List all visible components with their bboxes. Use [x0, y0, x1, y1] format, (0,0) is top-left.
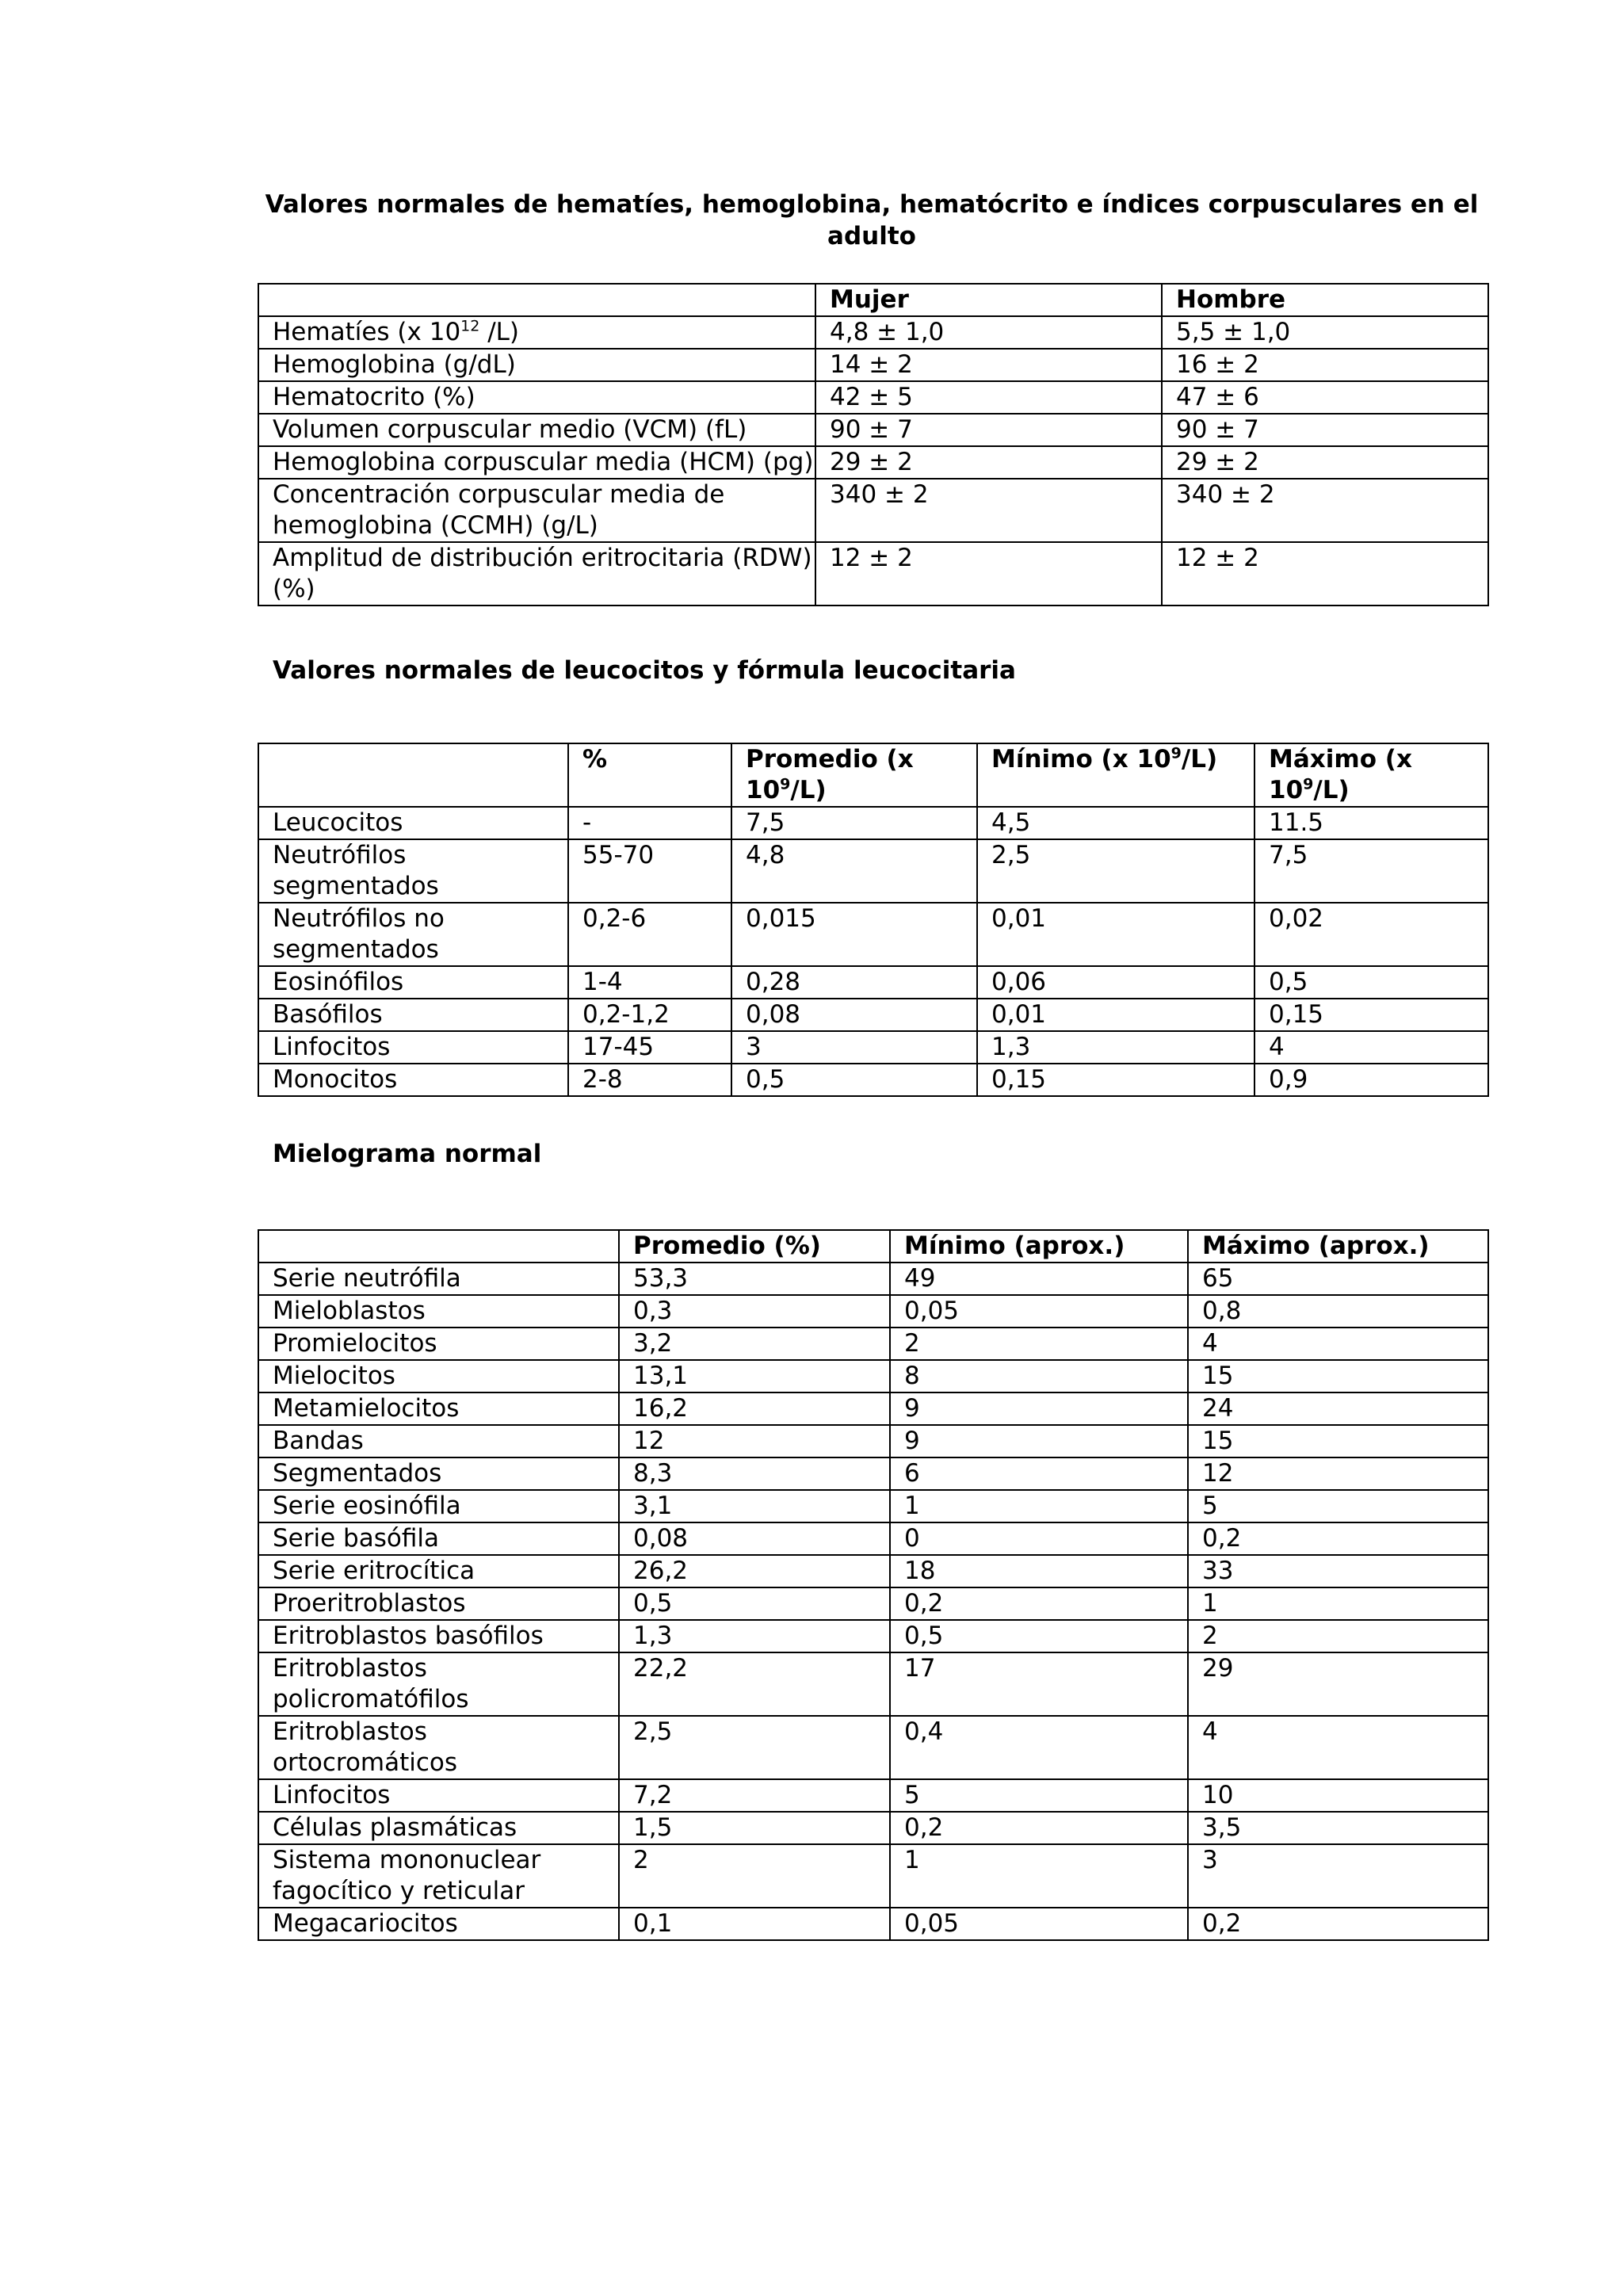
erythrocyte-table [258, 283, 1489, 606]
table-row [258, 1908, 1488, 1940]
cell-minimo: 0,05 [890, 1295, 1188, 1328]
cell-minimo: 5 [890, 1779, 1188, 1812]
table-row [258, 1263, 1488, 1295]
row-label: Monocitos [258, 1064, 568, 1096]
row-label: Basófilos [258, 999, 568, 1031]
table-row [258, 414, 1488, 446]
cell-promedio: 13,1 [619, 1360, 890, 1392]
header-cell-maximo: Máximo (aprox.) [1188, 1230, 1488, 1263]
cell-minimo: 1,3 [977, 1031, 1254, 1064]
row-label: Eritroblastos policromatófilos [258, 1652, 619, 1716]
section2-title: Valores normales de leucocitos y fórmula leucocitaria [273, 656, 1016, 685]
table-header-row [258, 1230, 1488, 1263]
cell-maximo: 0,5 [1254, 966, 1488, 999]
row-label: Bandas [258, 1425, 619, 1457]
table-row [258, 1064, 1488, 1096]
header-cell-promedio: Promedio (x $10^9/L$) [731, 743, 977, 807]
table-row [258, 542, 1488, 606]
row-label: Eosinófilos [258, 966, 568, 999]
table-row [258, 1812, 1488, 1844]
cell-promedio: 12 [619, 1425, 890, 1457]
table-row [258, 903, 1488, 966]
cell-promedio: 4,8 [731, 839, 977, 903]
cell-hombre: 5,5 ± 1,0 [1162, 316, 1488, 349]
cell-promedio: 7,5 [731, 807, 977, 839]
row-label: Linfocitos [258, 1779, 619, 1812]
header-cell [258, 284, 815, 316]
cell-maximo: 24 [1188, 1392, 1488, 1425]
cell-mujer: 14 ± 2 [815, 349, 1162, 381]
row-label: Neutrófilos no segmentados [258, 903, 568, 966]
table-row [258, 999, 1488, 1031]
row-label: Serie eritrocítica [258, 1555, 619, 1587]
section1-title-line1: Valores normales de hematíes, hemoglobina, hematócrito e índices corpusculares en el [265, 190, 1479, 219]
cell-maximo: 15 [1188, 1425, 1488, 1457]
cell-maximo: 1 [1188, 1587, 1488, 1620]
cell-minimo: 0 [890, 1522, 1188, 1555]
row-label: Leucocitos [258, 807, 568, 839]
cell-promedio: 2 [619, 1844, 890, 1908]
cell-minimo: 1 [890, 1844, 1188, 1908]
table-row [258, 1360, 1488, 1392]
row-label: Hemoglobina (g/dL) [258, 349, 815, 381]
table-row [258, 1328, 1488, 1360]
table-row [258, 966, 1488, 999]
cell-promedio: 1,3 [619, 1620, 890, 1652]
cell-minimo: 8 [890, 1360, 1188, 1392]
cell-minimo: 6 [890, 1457, 1188, 1490]
cell-minimo: 2,5 [977, 839, 1254, 903]
table-row [258, 1490, 1488, 1522]
cell-promedio: 1,5 [619, 1812, 890, 1844]
cell-maximo: 0,15 [1254, 999, 1488, 1031]
table-header-row [258, 284, 1488, 316]
table-row [258, 1031, 1488, 1064]
row-label: Volumen corpuscular medio (VCM) (fL) [258, 414, 815, 446]
table-row [258, 381, 1488, 414]
cell-promedio: 0,5 [619, 1587, 890, 1620]
cell-maximo: 4 [1254, 1031, 1488, 1064]
cell-maximo: 2 [1188, 1620, 1488, 1652]
table-row [258, 1652, 1488, 1716]
cell-maximo: 11.5 [1254, 807, 1488, 839]
cell-maximo: 7,5 [1254, 839, 1488, 903]
cell-promedio: 26,2 [619, 1555, 890, 1587]
cell-promedio: 0,5 [731, 1064, 977, 1096]
header-cell-promedio: Promedio (%) [619, 1230, 890, 1263]
header-cell-minimo: Mínimo (x $10^9/L$) [977, 743, 1254, 807]
cell-minimo: 0,15 [977, 1064, 1254, 1096]
row-label: Serie neutrófila [258, 1263, 619, 1295]
section1-title-line2: adulto [827, 222, 916, 250]
row-label: Hemoglobina corpuscular media (HCM) (pg) [258, 446, 815, 479]
cell-maximo: 3,5 [1188, 1812, 1488, 1844]
cell-hombre: 12 ± 2 [1162, 542, 1488, 606]
cell-pct: 2-8 [568, 1064, 731, 1096]
cell-pct: - [568, 807, 731, 839]
cell-maximo: 10 [1188, 1779, 1488, 1812]
row-label: Mieloblastos [258, 1295, 619, 1328]
cell-promedio: 3,1 [619, 1490, 890, 1522]
cell-minimo: 1 [890, 1490, 1188, 1522]
cell-hombre: 29 ± 2 [1162, 446, 1488, 479]
row-label: Concentración corpuscular media de hemoglobina (CCMH) (g/L) [258, 479, 815, 542]
row-label: Segmentados [258, 1457, 619, 1490]
cell-maximo: 0,2 [1188, 1522, 1488, 1555]
row-label: Células plasmáticas [258, 1812, 619, 1844]
header-cell-pct: % [568, 743, 731, 807]
header-cell [258, 743, 568, 807]
cell-minimo: 49 [890, 1263, 1188, 1295]
cell-mujer: 12 ± 2 [815, 542, 1162, 606]
cell-minimo: 0,2 [890, 1812, 1188, 1844]
cell-maximo: 3 [1188, 1844, 1488, 1908]
table-row [258, 479, 1488, 542]
cell-hombre: 340 ± 2 [1162, 479, 1488, 542]
row-label: Promielocitos [258, 1328, 619, 1360]
leukocyte-table [258, 743, 1489, 1097]
table-row [258, 446, 1488, 479]
row-label: Serie eosinófila [258, 1490, 619, 1522]
cell-promedio: 0,28 [731, 966, 977, 999]
cell-mujer: 4,8 ± 1,0 [815, 316, 1162, 349]
cell-minimo: 0,5 [890, 1620, 1188, 1652]
cell-promedio: 53,3 [619, 1263, 890, 1295]
cell-mujer: 340 ± 2 [815, 479, 1162, 542]
cell-hombre: 47 ± 6 [1162, 381, 1488, 414]
cell-maximo: 4 [1188, 1328, 1488, 1360]
cell-maximo: 4 [1188, 1716, 1488, 1779]
cell-minimo: 9 [890, 1425, 1188, 1457]
cell-pct: 17-45 [568, 1031, 731, 1064]
cell-promedio: 22,2 [619, 1652, 890, 1716]
row-label: Neutrófilos segmentados [258, 839, 568, 903]
cell-promedio: 0,3 [619, 1295, 890, 1328]
section1-title [254, 189, 1490, 252]
cell-promedio: 0,015 [731, 903, 977, 966]
table-row [258, 1716, 1488, 1779]
cell-pct: 55-70 [568, 839, 731, 903]
table-row [258, 1779, 1488, 1812]
header-cell [258, 1230, 619, 1263]
cell-hombre: 16 ± 2 [1162, 349, 1488, 381]
row-label: Eritroblastos ortocromáticos [258, 1716, 619, 1779]
cell-minimo: 9 [890, 1392, 1188, 1425]
section3-title: Mielograma normal [273, 1140, 542, 1168]
table-row [258, 1844, 1488, 1908]
cell-mujer: 90 ± 7 [815, 414, 1162, 446]
cell-mujer: 42 ± 5 [815, 381, 1162, 414]
cell-minimo: 0,06 [977, 966, 1254, 999]
table-row [258, 839, 1488, 903]
header-cell-minimo: Mínimo (aprox.) [890, 1230, 1188, 1263]
table-row [258, 1425, 1488, 1457]
cell-minimo: 17 [890, 1652, 1188, 1716]
cell-mujer: 29 ± 2 [815, 446, 1162, 479]
cell-maximo: 0,9 [1254, 1064, 1488, 1096]
table-row [258, 1392, 1488, 1425]
cell-minimo: 4,5 [977, 807, 1254, 839]
table-row [258, 1295, 1488, 1328]
cell-promedio: 0,08 [731, 999, 977, 1031]
cell-promedio: 0,1 [619, 1908, 890, 1940]
table-header-row [258, 743, 1488, 807]
cell-maximo: 33 [1188, 1555, 1488, 1587]
row-label: Serie basófila [258, 1522, 619, 1555]
cell-promedio: 0,08 [619, 1522, 890, 1555]
cell-promedio: 3 [731, 1031, 977, 1064]
table-row [258, 1522, 1488, 1555]
cell-maximo: 0,2 [1188, 1908, 1488, 1940]
table-row [258, 349, 1488, 381]
cell-promedio: 2,5 [619, 1716, 890, 1779]
cell-maximo: 65 [1188, 1263, 1488, 1295]
cell-minimo: 0,05 [890, 1908, 1188, 1940]
row-label: Mielocitos [258, 1360, 619, 1392]
cell-promedio: 7,2 [619, 1779, 890, 1812]
row-label: Megacariocitos [258, 1908, 619, 1940]
cell-hombre: 90 ± 7 [1162, 414, 1488, 446]
table-row [258, 1620, 1488, 1652]
cell-promedio: 8,3 [619, 1457, 890, 1490]
table-row [258, 807, 1488, 839]
cell-pct: 1-4 [568, 966, 731, 999]
header-cell-mujer: Mujer [815, 284, 1162, 316]
table-row [258, 1587, 1488, 1620]
cell-maximo: 15 [1188, 1360, 1488, 1392]
row-label: Linfocitos [258, 1031, 568, 1064]
cell-maximo: 29 [1188, 1652, 1488, 1716]
table-row [258, 316, 1488, 349]
cell-pct: 0,2-1,2 [568, 999, 731, 1031]
cell-minimo: 18 [890, 1555, 1188, 1587]
cell-maximo: 5 [1188, 1490, 1488, 1522]
row-label: Sistema mononuclear fagocítico y reticular [258, 1844, 619, 1908]
row-label: Metamielocitos [258, 1392, 619, 1425]
row-label: Proeritroblastos [258, 1587, 619, 1620]
header-cell-maximo: Máximo (x $10^9/L$) [1254, 743, 1488, 807]
cell-maximo: 0,02 [1254, 903, 1488, 966]
header-cell-hombre: Hombre [1162, 284, 1488, 316]
cell-minimo: 0,01 [977, 903, 1254, 966]
cell-minimo: 2 [890, 1328, 1188, 1360]
cell-promedio: 16,2 [619, 1392, 890, 1425]
cell-minimo: 0,2 [890, 1587, 1188, 1620]
cell-minimo: 0,01 [977, 999, 1254, 1031]
row-label: Eritroblastos basófilos [258, 1620, 619, 1652]
cell-promedio: 3,2 [619, 1328, 890, 1360]
row-label: Amplitud de distribución eritrocitaria (RDW) (%) [258, 542, 815, 606]
cell-pct: 0,2-6 [568, 903, 731, 966]
cell-minimo: 0,4 [890, 1716, 1188, 1779]
table-row [258, 1555, 1488, 1587]
cell-maximo: 0,8 [1188, 1295, 1488, 1328]
cell-maximo: 12 [1188, 1457, 1488, 1490]
row-label: Hematíes (x $10^{12}$ /L) [258, 316, 815, 349]
row-label: Hematocrito (%) [258, 381, 815, 414]
table-row [258, 1457, 1488, 1490]
myelogram-table [258, 1229, 1489, 1941]
